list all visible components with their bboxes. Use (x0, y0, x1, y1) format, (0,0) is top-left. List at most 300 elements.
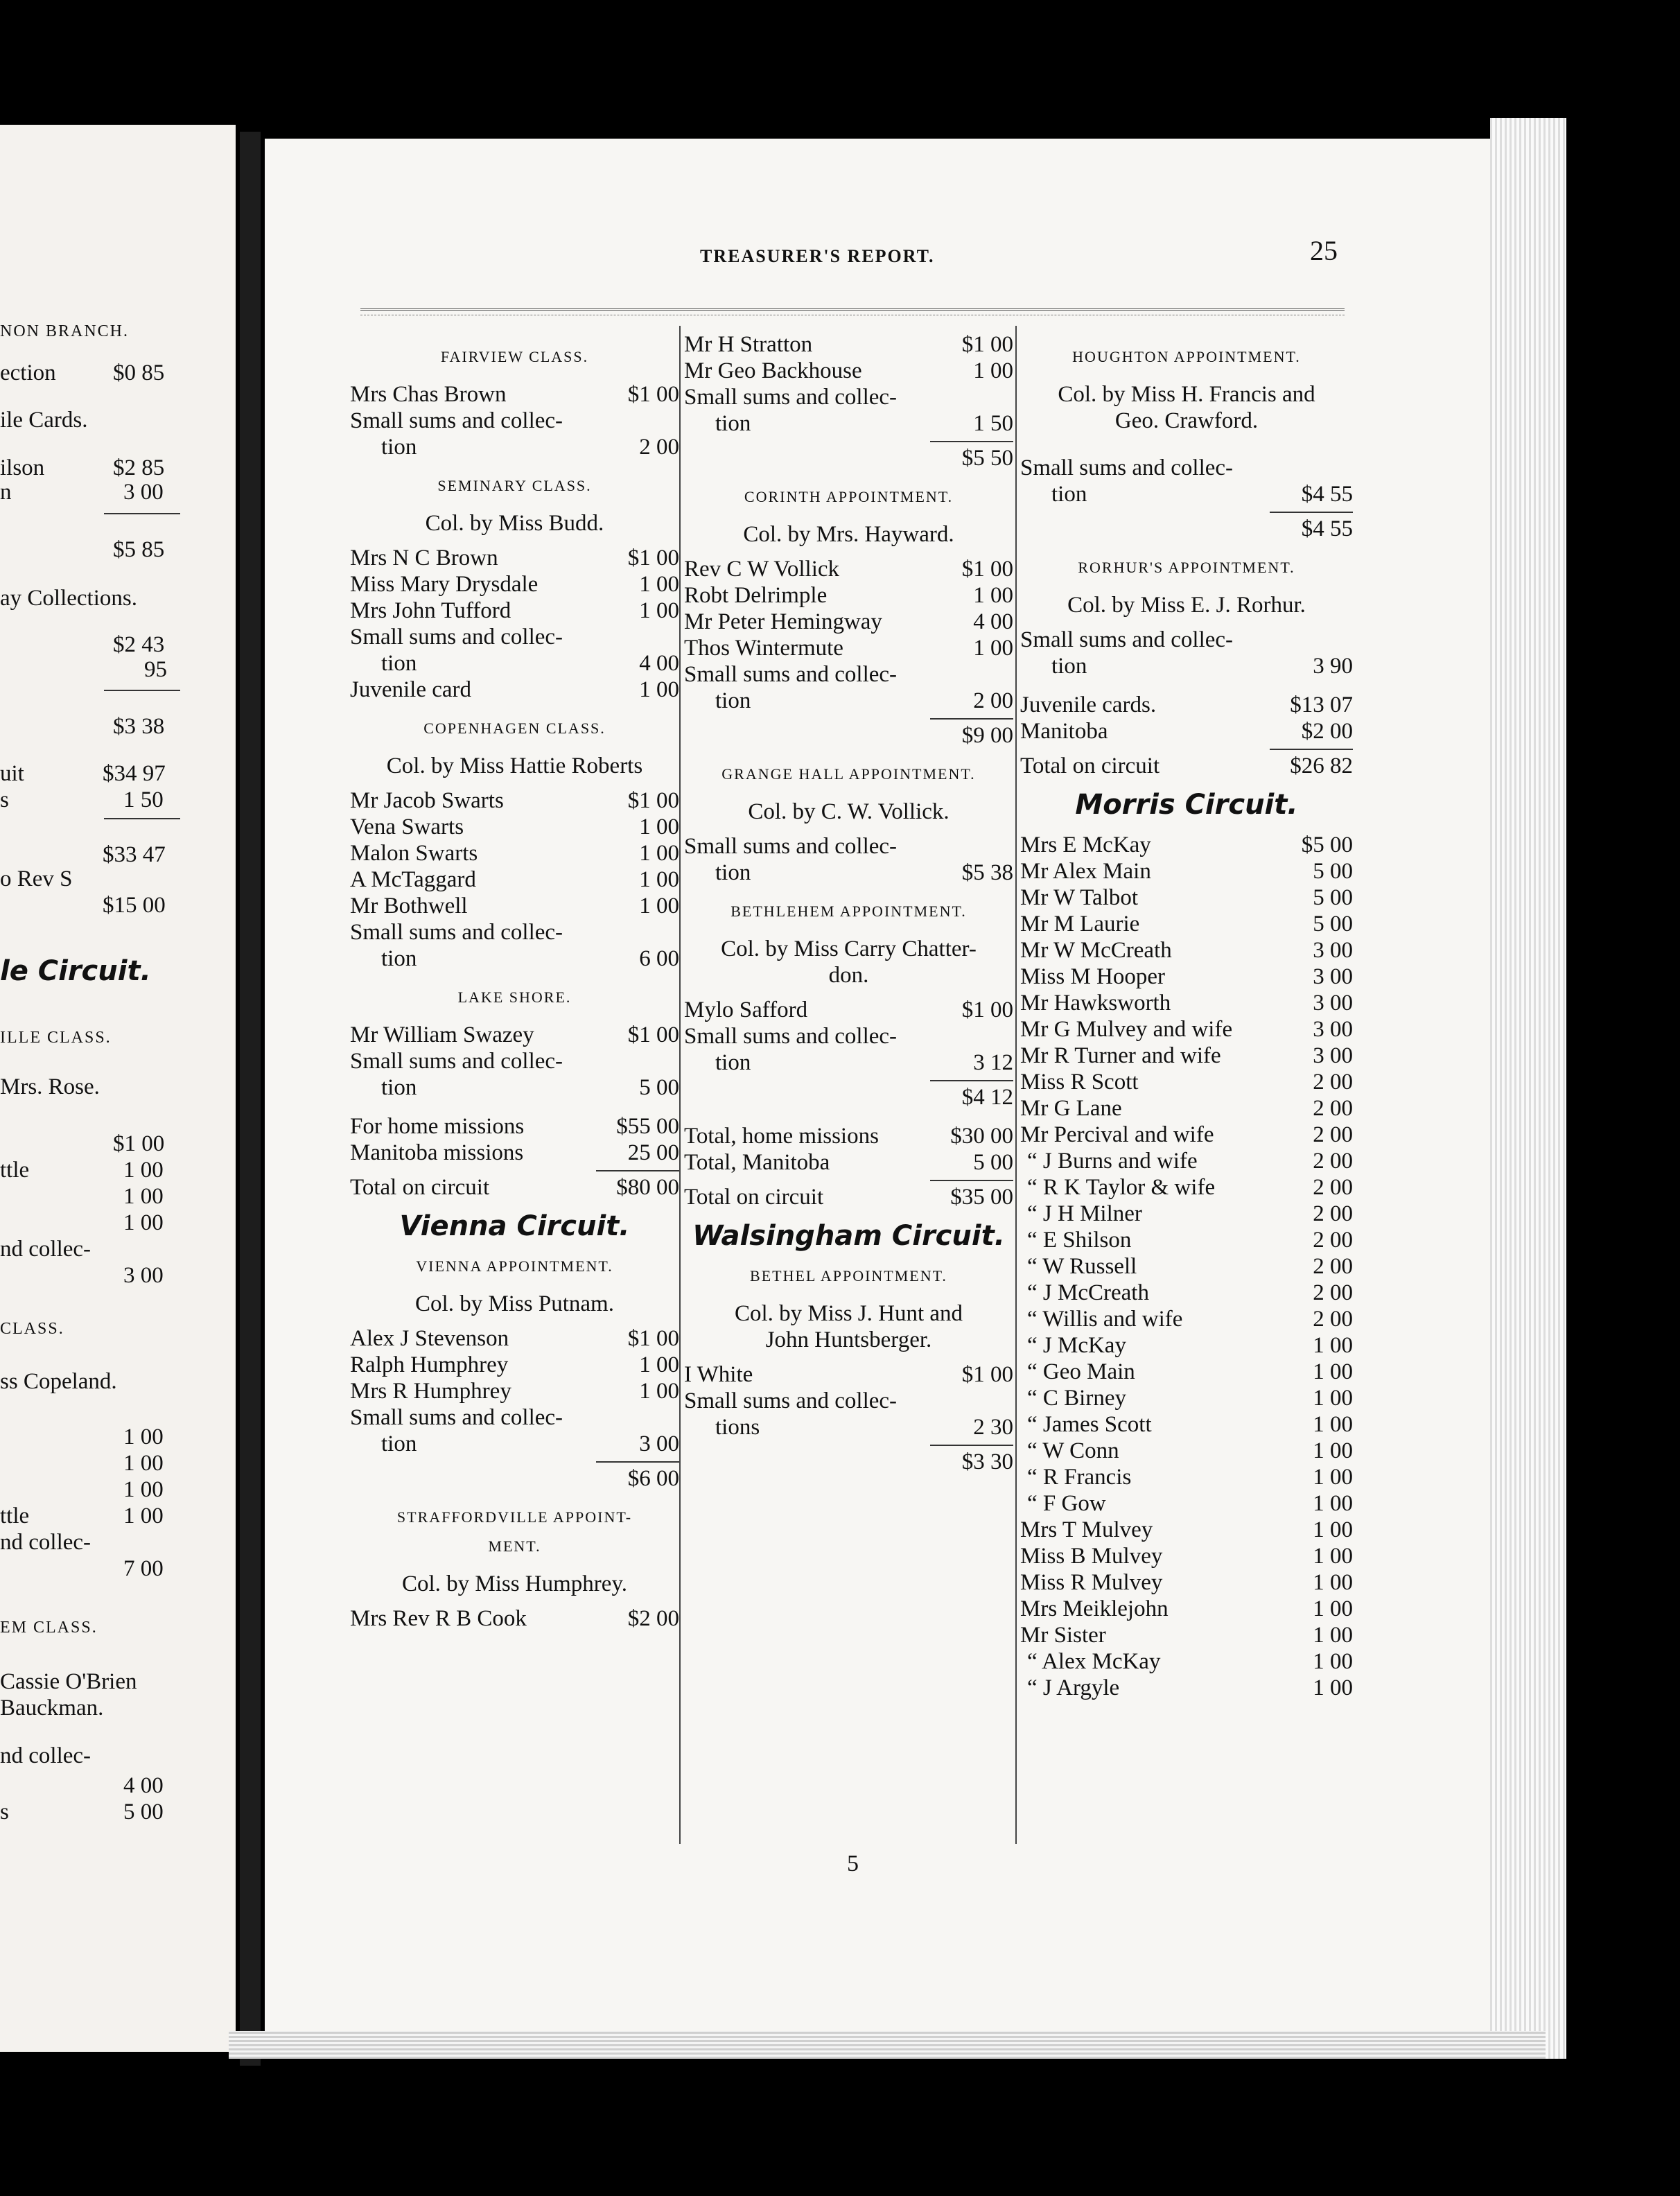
book-gutter (240, 132, 261, 2066)
sum-rule (596, 1461, 679, 1463)
left-text: ilson (0, 455, 45, 480)
entry-row (1020, 1201, 1353, 1227)
entry-label: Mr M Laurie (1020, 912, 1140, 936)
entry-label: tion (715, 688, 751, 713)
entry-label: For home missions (350, 1114, 525, 1139)
entry-label: tion (715, 860, 751, 885)
entry-label: Small sums and collec- (1020, 455, 1234, 480)
entry-label: Rev C W Vollick (684, 557, 840, 582)
left-page-text (0, 125, 236, 2052)
left-text: nd collec- (0, 1237, 91, 1262)
entry-amount: 5 00 (1313, 859, 1353, 884)
entry-row (684, 688, 1013, 714)
entry-amount: 1 00 (123, 1477, 164, 1502)
collector-line: Col. by Miss Hattie Roberts (386, 753, 643, 778)
entry-amount: 1 00 (639, 814, 679, 839)
entry-amount: 7 00 (123, 1556, 164, 1581)
entry-label: Mr Sister (1020, 1623, 1106, 1648)
entry-amount: 1 00 (1313, 1412, 1353, 1437)
entry-row (350, 866, 679, 893)
entry-label: Mr Alex Main (1020, 859, 1151, 884)
spacer (1020, 442, 1353, 455)
entry-label: Mr W Talbot (1020, 885, 1139, 910)
entry-row (684, 582, 1013, 609)
entry-amount: 3 00 (123, 1263, 164, 1288)
section-heading: RORHUR'S APPOINTMENT. (1078, 559, 1295, 576)
spacer (350, 1101, 679, 1113)
entry-amount: 1 00 (639, 598, 679, 623)
page-edges (1490, 118, 1566, 2059)
entry-amount: 3 00 (1313, 1017, 1353, 1042)
entry-label: Miss R Scott (1020, 1070, 1139, 1095)
entry-row (1020, 832, 1353, 858)
entry-row (684, 556, 1013, 582)
spacer (1020, 679, 1353, 692)
entry-row (350, 1431, 679, 1457)
circuit-title: le Circuit. (0, 955, 151, 987)
entry-row (684, 997, 1013, 1023)
entry-label: Small sums and collec- (350, 1049, 563, 1074)
entry-amount: $55 00 (616, 1114, 679, 1139)
page-number: 25 (1310, 235, 1338, 266)
entry-amount: $80 00 (616, 1175, 679, 1200)
entry-amount: $0 85 (113, 360, 165, 385)
entry-label: I White (684, 1362, 753, 1387)
entry-amount: $1 00 (627, 1326, 679, 1351)
entry-label: Mr G Mulvey and wife (1020, 1017, 1233, 1042)
entry-amount: 1 00 (1313, 1386, 1353, 1411)
entry-row (684, 860, 1013, 886)
entry-amount: $1 00 (961, 1362, 1013, 1387)
entry-row (350, 840, 679, 866)
left-text: ay Collections. (0, 586, 137, 611)
entry-amount: $6 00 (627, 1466, 679, 1491)
section-heading: HOUGHTON APPOINTMENT. (1072, 348, 1301, 365)
entry-amount: 1 00 (123, 1210, 164, 1235)
entry-amount: $26 82 (1290, 753, 1353, 778)
section-heading: CLASS. (0, 1320, 64, 1338)
entry-row (1020, 1332, 1353, 1359)
entry-amount: 2 00 (639, 435, 679, 460)
entry-amount: 2 00 (1313, 1280, 1353, 1305)
entry-row (1020, 1569, 1353, 1596)
entry-label: Mrs T Mulvey (1020, 1517, 1153, 1542)
entry-row (1020, 1648, 1353, 1675)
entry-amount: $2 00 (627, 1606, 679, 1631)
entry-amount: 2 00 (1313, 1096, 1353, 1121)
entry-label: Thos Wintermute (684, 636, 843, 661)
entry-amount: 2 00 (1313, 1070, 1353, 1095)
entry-row (684, 1388, 1013, 1414)
left-text: ttle (0, 1504, 30, 1528)
entry-amount: 1 00 (1313, 1438, 1353, 1463)
entry-row (1020, 1438, 1353, 1464)
entry-row (684, 609, 1013, 635)
entry-row (1020, 516, 1353, 542)
entry-label: Total, Manitoba (684, 1150, 830, 1175)
left-text: Mrs. Rose. (0, 1074, 100, 1099)
entry-label: Small sums and collec- (350, 408, 563, 433)
entry-label: Total on circuit (350, 1175, 490, 1200)
entry-amount: 1 00 (1313, 1465, 1353, 1490)
entry-label: Alex J Stevenson (350, 1326, 509, 1351)
entry-amount: 3 90 (1313, 654, 1353, 679)
entry-label: Miss R Mulvey (1020, 1570, 1163, 1595)
entry-row (684, 1084, 1013, 1110)
sum-rule (930, 1180, 1013, 1181)
entry-label: Juvenile cards. (1020, 692, 1157, 717)
column-2 (684, 331, 1013, 1475)
entry-amount: 4 00 (639, 651, 679, 676)
left-text: ss Copeland. (0, 1369, 117, 1394)
entry-amount: $13 07 (1290, 692, 1353, 717)
entry-amount: 1 00 (1313, 1649, 1353, 1674)
entry-label: tion (1051, 482, 1087, 507)
entry-row (350, 1022, 679, 1048)
entry-row (1020, 718, 1353, 744)
entry-label: Small sums and collec- (350, 625, 563, 650)
left-text: nd collec- (0, 1530, 91, 1555)
entry-amount: 2 00 (1313, 1254, 1353, 1279)
entry-amount: 3 00 (639, 1431, 679, 1456)
entry-label: Small sums and collec- (350, 920, 563, 945)
entry-amount: $2 85 (113, 455, 165, 480)
entry-label: Small sums and collec- (684, 662, 898, 687)
entry-label: Mrs John Tufford (350, 598, 511, 623)
entry-amount: $1 00 (627, 546, 679, 570)
entry-row (1020, 1490, 1353, 1517)
entry-amount: 1 00 (1313, 1544, 1353, 1569)
entry-row (684, 1361, 1013, 1388)
entry-row (1020, 1622, 1353, 1648)
entry-row (1020, 1280, 1353, 1306)
entry-label: tion (381, 651, 417, 676)
entry-label: tion (1051, 654, 1087, 679)
entry-label: Malon Swarts (350, 841, 478, 866)
entry-row (350, 1465, 679, 1492)
entry-amount: 5 00 (639, 1075, 679, 1100)
entry-amount: 1 00 (1313, 1596, 1353, 1621)
column-1 (350, 331, 679, 1632)
entry-row (1020, 627, 1353, 653)
entry-amount: 1 00 (973, 358, 1013, 383)
entry-amount: $2 00 (1301, 719, 1353, 744)
entry-label: Mr G Lane (1020, 1096, 1122, 1121)
entry-label: Small sums and collec- (684, 1024, 898, 1049)
entry-label: tion (381, 435, 417, 460)
left-text: o Rev S (0, 866, 73, 891)
entry-amount: 3 00 (1313, 938, 1353, 963)
entry-row (350, 787, 679, 814)
entry-amount: $1 00 (961, 557, 1013, 582)
entry-label: Mylo Safford (684, 997, 808, 1022)
circuit-title: Walsingham Circuit. (692, 1220, 1005, 1252)
collector-line: Col. by Miss Budd. (425, 511, 604, 536)
entry-label: “ Alex McKay (1027, 1649, 1161, 1674)
left-text: nd collec- (0, 1743, 91, 1768)
entry-amount: 1 00 (639, 1352, 679, 1377)
entry-amount: 1 50 (973, 411, 1013, 436)
sum-rule (930, 1445, 1013, 1446)
entry-label: tion (381, 946, 417, 971)
entry-row (350, 1325, 679, 1352)
entry-amount: 3 00 (1313, 991, 1353, 1016)
entry-amount: 1 00 (1313, 1333, 1353, 1358)
signature-mark: 5 (847, 1851, 859, 1876)
entry-amount: $1 00 (627, 788, 679, 813)
left-text: Cassie O'Brien (0, 1669, 137, 1694)
entry-row (1020, 1411, 1353, 1438)
entry-amount: 1 00 (1313, 1359, 1353, 1384)
entry-amount: 1 00 (123, 1424, 164, 1449)
section-heading: EM CLASS. (0, 1619, 98, 1637)
entry-amount: $4 55 (1301, 516, 1353, 541)
entry-row (350, 1074, 679, 1101)
entry-row (1020, 885, 1353, 911)
entry-label: “ Willis and wife (1027, 1307, 1183, 1332)
circuit-title: Vienna Circuit. (399, 1210, 630, 1242)
entry-row (350, 946, 679, 972)
entry-amount: $34 97 (103, 761, 166, 786)
entry-amount: 95 (144, 657, 167, 682)
section-heading: LAKE SHORE. (457, 988, 572, 1006)
left-text: ile Cards. (0, 408, 88, 433)
collector-line: Geo. Crawford. (1114, 408, 1259, 433)
collector-line: Col. by Miss Carry Chatter- (721, 936, 977, 961)
entry-row (1020, 911, 1353, 937)
entry-row (684, 722, 1013, 749)
entry-row (1020, 1596, 1353, 1622)
entry-label: “ J McKay (1027, 1333, 1126, 1358)
sum-rule (930, 1080, 1013, 1081)
entry-row (1020, 1016, 1353, 1043)
entry-row (1020, 1148, 1353, 1174)
collector-line: Col. by Miss Humphrey. (401, 1571, 628, 1596)
entry-label: Mr W McCreath (1020, 938, 1172, 963)
entry-amount: 1 00 (123, 1184, 164, 1209)
entry-row (350, 545, 679, 571)
entry-label: Total on circuit (1020, 753, 1160, 778)
entry-amount: 5 00 (1313, 885, 1353, 910)
entry-label: Mrs N C Brown (350, 546, 498, 570)
entry-label: “ C Birney (1027, 1386, 1126, 1411)
entry-row (1020, 1043, 1353, 1069)
entry-row (1020, 1253, 1353, 1280)
left-text: ection (0, 360, 56, 385)
entry-row (350, 408, 679, 434)
entry-row (684, 1049, 1013, 1076)
entry-row (350, 624, 679, 650)
entry-amount: 1 00 (1313, 1623, 1353, 1648)
header-rule (360, 308, 1345, 315)
entry-amount: 1 00 (1313, 1517, 1353, 1542)
entry-row (684, 635, 1013, 661)
entry-row (350, 381, 679, 408)
entry-label: Small sums and collec- (684, 385, 898, 410)
sum-rule (930, 718, 1013, 720)
entry-amount: 5 00 (973, 1150, 1013, 1175)
entry-label: Miss Mary Drysdale (350, 572, 539, 597)
entry-amount: $33 47 (103, 842, 166, 867)
entry-amount: 1 00 (639, 894, 679, 918)
entry-label: Miss B Mulvey (1020, 1544, 1163, 1569)
entry-label: “ R K Taylor & wife (1027, 1175, 1216, 1200)
entry-label: “ R Francis (1027, 1465, 1132, 1490)
section-heading: GRANGE HALL APPOINTMENT. (721, 765, 976, 783)
entry-label: tion (715, 1050, 751, 1075)
entry-amount: $5 85 (113, 537, 165, 562)
sum-rule (930, 441, 1013, 442)
entry-amount: 1 00 (1313, 1675, 1353, 1700)
entry-row (684, 1449, 1013, 1475)
entry-label: Mr H Stratton (684, 332, 813, 357)
entry-row (1020, 1464, 1353, 1490)
entry-row (1020, 481, 1353, 507)
entry-row (350, 1378, 679, 1404)
entry-label: Mrs Chas Brown (350, 382, 507, 407)
entry-label: “ W Conn (1027, 1438, 1119, 1463)
left-text: s (0, 1800, 9, 1824)
entry-row (1020, 1095, 1353, 1122)
entry-row (1020, 1359, 1353, 1385)
left-text: n (0, 480, 12, 505)
entry-row (350, 1352, 679, 1378)
entry-row (350, 919, 679, 946)
entry-row (1020, 1543, 1353, 1569)
entry-row (350, 571, 679, 598)
entry-label: Small sums and collec- (684, 834, 898, 859)
entry-label: Mr Geo Backhouse (684, 358, 862, 383)
entry-amount: $5 00 (1301, 833, 1353, 857)
entry-label: “ E Shilson (1027, 1228, 1132, 1253)
section-heading: STRAFFORDVILLE APPOINT- (396, 1508, 633, 1526)
entry-amount: 1 50 (123, 787, 164, 812)
sum-rule (1270, 749, 1353, 750)
entry-amount: 1 00 (1313, 1570, 1353, 1595)
entry-amount: 1 00 (639, 867, 679, 892)
entry-row (684, 384, 1013, 410)
entry-label: “ W Russell (1027, 1254, 1137, 1279)
entry-row (350, 1048, 679, 1074)
collector-line: Col. by Mrs. Hayward. (743, 522, 954, 547)
entry-label: Manitoba missions (350, 1140, 524, 1165)
entry-label: Robt Delrimple (684, 583, 828, 608)
entry-row (350, 1605, 679, 1632)
entry-label: tion (381, 1431, 417, 1456)
entry-label: Mr Peter Hemingway (684, 609, 882, 634)
entry-amount: $1 00 (627, 382, 679, 407)
entry-amount: $1 00 (961, 997, 1013, 1022)
entry-row (1020, 455, 1353, 481)
collector-line: Col. by Miss H. Francis and (1058, 382, 1315, 407)
entry-row (350, 677, 679, 703)
entry-row (1020, 1675, 1353, 1701)
entry-row (350, 434, 679, 460)
entry-label: “ J Burns and wife (1027, 1149, 1198, 1174)
entry-row (350, 814, 679, 840)
section-heading: MENT. (488, 1537, 541, 1555)
entry-amount: 25 00 (627, 1140, 679, 1165)
entry-label: Mr Bothwell (350, 894, 468, 918)
entry-row (1020, 1306, 1353, 1332)
entry-row (1020, 1069, 1353, 1095)
sum-rule (1270, 512, 1353, 513)
entry-label: Small sums and collec- (350, 1405, 563, 1430)
entry-amount: $9 00 (961, 723, 1013, 748)
entry-row (1020, 653, 1353, 679)
section-heading: VIENNA APPOINTMENT. (416, 1257, 613, 1275)
entry-label: Mr R Turner and wife (1020, 1043, 1221, 1068)
entry-amount: 6 00 (639, 946, 679, 971)
entry-row (684, 410, 1013, 437)
collector-line: John Huntsberger. (765, 1327, 932, 1352)
entry-label: tions (715, 1415, 760, 1440)
entry-label: Mrs E McKay (1020, 833, 1151, 857)
section-heading: FAIRVIEW CLASS. (440, 348, 589, 365)
entry-label: tion (715, 411, 751, 436)
left-text: ttle (0, 1158, 30, 1183)
entry-row (1020, 858, 1353, 885)
left-text: Bauckman. (0, 1696, 104, 1720)
entry-amount: 2 00 (1313, 1149, 1353, 1174)
entry-amount: $3 30 (961, 1449, 1013, 1474)
entry-row (684, 1123, 1013, 1149)
entry-amount: $1 00 (627, 1022, 679, 1047)
entry-label: Mr William Swazey (350, 1022, 534, 1047)
entry-amount: 3 00 (1313, 1043, 1353, 1068)
entry-row (350, 598, 679, 624)
entry-amount: 3 00 (1313, 964, 1353, 989)
entry-amount: $1 00 (961, 332, 1013, 357)
entry-amount: 2 00 (1313, 1175, 1353, 1200)
entry-row (1020, 1122, 1353, 1148)
entry-label: Ralph Humphrey (350, 1352, 509, 1377)
entry-row (1020, 1517, 1353, 1543)
entry-label: Total, home missions (684, 1124, 879, 1149)
entry-row (1020, 964, 1353, 990)
entry-row (350, 1404, 679, 1431)
column-rule (1015, 326, 1017, 1844)
collector-line: Col. by Miss J. Hunt and (734, 1301, 963, 1326)
entry-row (1020, 1385, 1353, 1411)
section-heading: NON BRANCH. (0, 322, 130, 340)
entry-row (684, 358, 1013, 384)
entry-row (350, 650, 679, 677)
entry-amount: $30 00 (950, 1124, 1013, 1149)
section-heading: BETHLEHEM APPOINTMENT. (730, 903, 967, 920)
entry-amount: 1 00 (973, 583, 1013, 608)
entry-row (684, 1414, 1013, 1440)
entry-amount: $2 43 (113, 632, 165, 657)
spacer (684, 1110, 1013, 1123)
entry-row (684, 1023, 1013, 1049)
entry-row (1020, 692, 1353, 718)
entry-label: A McTaggard (350, 867, 476, 892)
entry-label: “ Geo Main (1027, 1359, 1135, 1384)
entry-amount: $15 00 (103, 893, 166, 918)
entry-amount: 1 00 (639, 677, 679, 702)
entry-amount: $1 00 (113, 1131, 165, 1156)
bottom-page-edges (229, 2031, 1546, 2059)
entry-row (350, 893, 679, 919)
section-heading: COPENHAGEN CLASS. (423, 720, 606, 737)
entry-row (684, 833, 1013, 860)
entry-label: Small sums and collec- (1020, 627, 1234, 652)
entry-label: Vena Swarts (350, 814, 464, 839)
left-text: uit (0, 761, 24, 786)
entry-label: Small sums and collec- (684, 1388, 898, 1413)
entry-amount: $4 55 (1301, 482, 1353, 507)
